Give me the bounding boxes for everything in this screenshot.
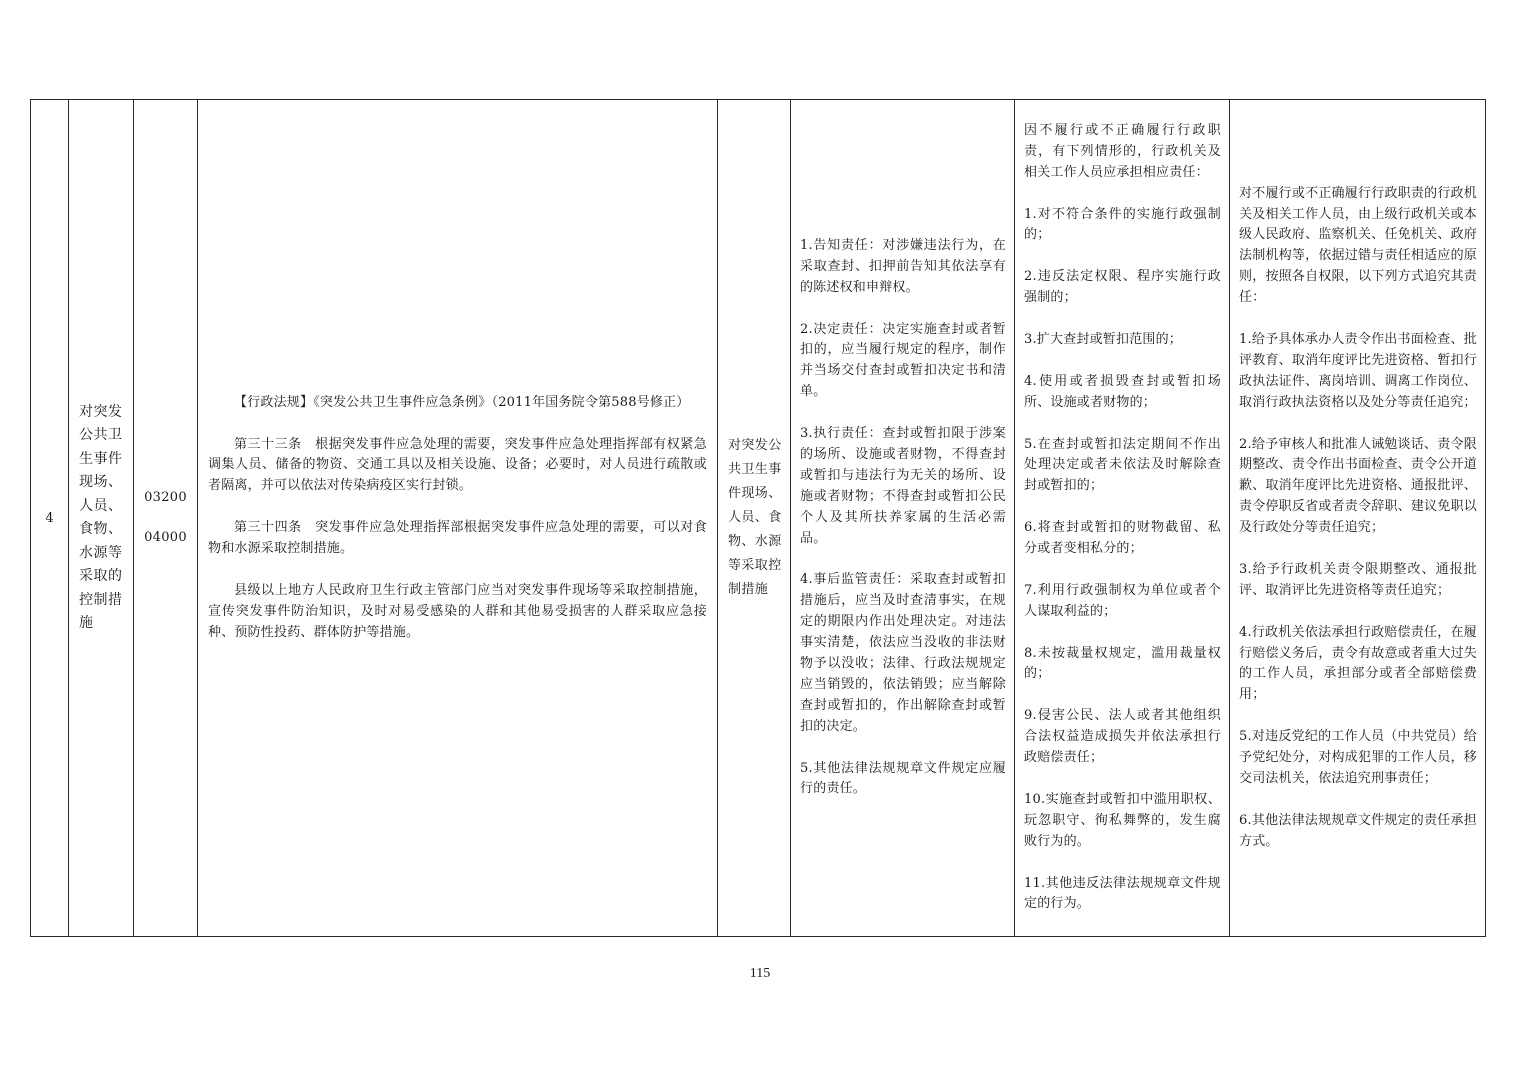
- responsibility-item: 1.告知责任：对涉嫌违法行为，在采取查封、扣押前告知其依法享有的陈述权和申辩权。: [800, 237, 1006, 295]
- code-cell: [134, 100, 198, 937]
- accountability-case-item: 6.将查封或暂扣的财物截留、私分或者变相私分的；: [1024, 520, 1221, 557]
- accountability-case-item: 11.其他违反法律法规规章文件规定的行为。: [1024, 875, 1221, 912]
- accountability-case-item: 9.侵害公民、法人或者其他组织合法权益造成损失并依法承担行政赔偿责任；: [1024, 708, 1221, 766]
- legal-basis-article-34: 第三十四条 突发事件应急处理指挥部根据突发事件应急处理的需要，可以对食物和水源采取控制措施。: [208, 520, 707, 557]
- accountability-case-item: 10.实施查封或暂扣中滥用职权、玩忽职守、徇私舞弊的，发生腐败行为的。: [1024, 791, 1221, 849]
- accountability-case-item: 3.扩大查封或暂扣范围的；: [1024, 331, 1183, 347]
- legal-basis-article-34-p2: 县级以上地方人民政府卫生行政主管部门应当对突发事件现场等采取控制措施，宣传突发事件防治知识，及时对易受感染的人群和其他易受损害的人群采取应急接种、预防性投药、群体防护等措施。: [208, 582, 707, 640]
- accountability-method-item: 4.行政机关依法承担行政赔偿责任，在履行赔偿义务后，责令有故意或者重大过失的工作人员，承担部分或者全部赔偿费用；: [1239, 624, 1477, 703]
- legal-basis-article-33: 第三十三条 根据突发事件应急处理的需要，突发事件应急处理指挥部有权紧急调集人员、储备的物资、交通工具以及相关设施、设备；必要时，对人员进行疏散或者隔离，并可以依法对传染病疫区实行封锁。: [208, 436, 707, 494]
- accountability-method-item: 6.其他法律法规规章文件规定的责任承担方式。: [1239, 812, 1477, 849]
- accountability-method-item: 5.对违反党纪的工作人员（中共党员）给予党纪处分，对构成犯罪的工作人员，移交司法机关，依法追究刑事责任；: [1239, 729, 1477, 786]
- accountability-case-item: 5.在查封或暂扣法定期间不作出处理决定或者未依法及时解除查封或暂扣的；: [1024, 436, 1221, 494]
- power-content: 对突发公共卫生事件现场、人员、食物、水源等采取控制措施: [728, 438, 782, 598]
- page-number: 115: [749, 966, 771, 981]
- item-code-line-1: 03200: [144, 490, 187, 506]
- accountability-method-cell: [1230, 100, 1486, 937]
- accountability-case-item: 8.未按裁量权规定，滥用裁量权的；: [1024, 645, 1221, 682]
- legal-basis: [198, 372, 717, 665]
- accountability-case-item: 1.对不符合条件的实施行政强制的；: [1024, 206, 1221, 243]
- accountability-case-item: 7.利用行政强制权为单位或者个人谋取利益的；: [1024, 582, 1221, 619]
- seq-number: 4: [45, 510, 54, 526]
- item-name: 对突发公共卫生事件现场、人员、食物、水源等采取的控制措施: [79, 403, 123, 632]
- accountability-method-list: [1230, 163, 1485, 874]
- item-code: [134, 468, 197, 568]
- responsibility-item: 3.执行责任：查封或暂扣限于涉案的场所、设施或者财物，不得查封或暂扣与违法行为无关的场所、设施或者财物；不得查封或暂扣公民个人及其所扶养家属的生活必需品。: [800, 426, 1006, 546]
- item-name-cell: [69, 100, 134, 937]
- accountability-case-item: 4.使用或者损毁查封或暂扣场所、设施或者财物的；: [1024, 373, 1221, 410]
- item-code-line-2: 04000: [144, 530, 187, 546]
- seq-cell: [31, 100, 69, 937]
- accountability-case-item: 2.违反法定权限、程序实施行政强制的；: [1024, 269, 1221, 306]
- power-list-table: [30, 99, 1486, 937]
- accountability-method-item: 3.给予行政机关责令限期整改、通报批评、取消评比先进资格等责任追究；: [1239, 561, 1477, 598]
- legal-basis-source: 【行政法规】《突发公共卫生事件应急条例》（2011年国务院令第588号修正）: [234, 394, 690, 410]
- power-content-cell: [718, 100, 791, 937]
- accountability-method-item: 对不履行或不正确履行行政职责的行政机关及相关工作人员，由上级行政机关或本级人民政府、监察机关、任免机关、政府法制机构等，依据过错与责任相适应的原则，按照各自权限，以下列方式追究其责任：: [1239, 185, 1477, 306]
- legal-basis-cell: [198, 100, 718, 937]
- accountability-cases-cell: [1015, 100, 1230, 937]
- responsibility-cell: [791, 100, 1015, 937]
- accountability-method-item: 1.给予具体承办人责令作出书面检查、批评教育、取消年度评比先进资格、暂扣行政执法证件、离岗培训、调离工作岗位、取消行政执法资格以及处分等责任追究；: [1239, 331, 1477, 410]
- responsibility-item: 2.决定责任：决定实施查封或者暂扣的，应当履行规定的程序，制作并当场交付查封或暂扣决定书和清单。: [800, 321, 1006, 400]
- accountability-cases-list: [1015, 100, 1229, 936]
- table-row: [31, 100, 1486, 937]
- responsibility-item: 5.其他法律法规规章文件规定应履行的责任。: [800, 760, 1006, 797]
- responsibility-item: 4.事后监管责任：采取查封或暂扣措施后，应当及时查清事实，在规定的期限内作出处理决定。对违法事实清楚，依法应当没收的非法财物予以没收；法律、行政法规规定应当销毁的，依法销毁；应当解除查封或暂扣的，作出解除查封或暂扣的决定。: [800, 572, 1006, 734]
- accountability-case-item: 因不履行或不正确履行行政职责，有下列情形的，行政机关及相关工作人员应承担相应责任：: [1024, 122, 1221, 180]
- accountability-method-item: 2.给予审核人和批准人诫勉谈话、责令限期整改、责令作出书面检查、责令公开道歉、取消年度评比先进资格、通报批评、责令停职反省或者责令辞职、建议免职以及行政处分等责任追究；: [1239, 436, 1477, 536]
- responsibility-list: [791, 215, 1014, 821]
